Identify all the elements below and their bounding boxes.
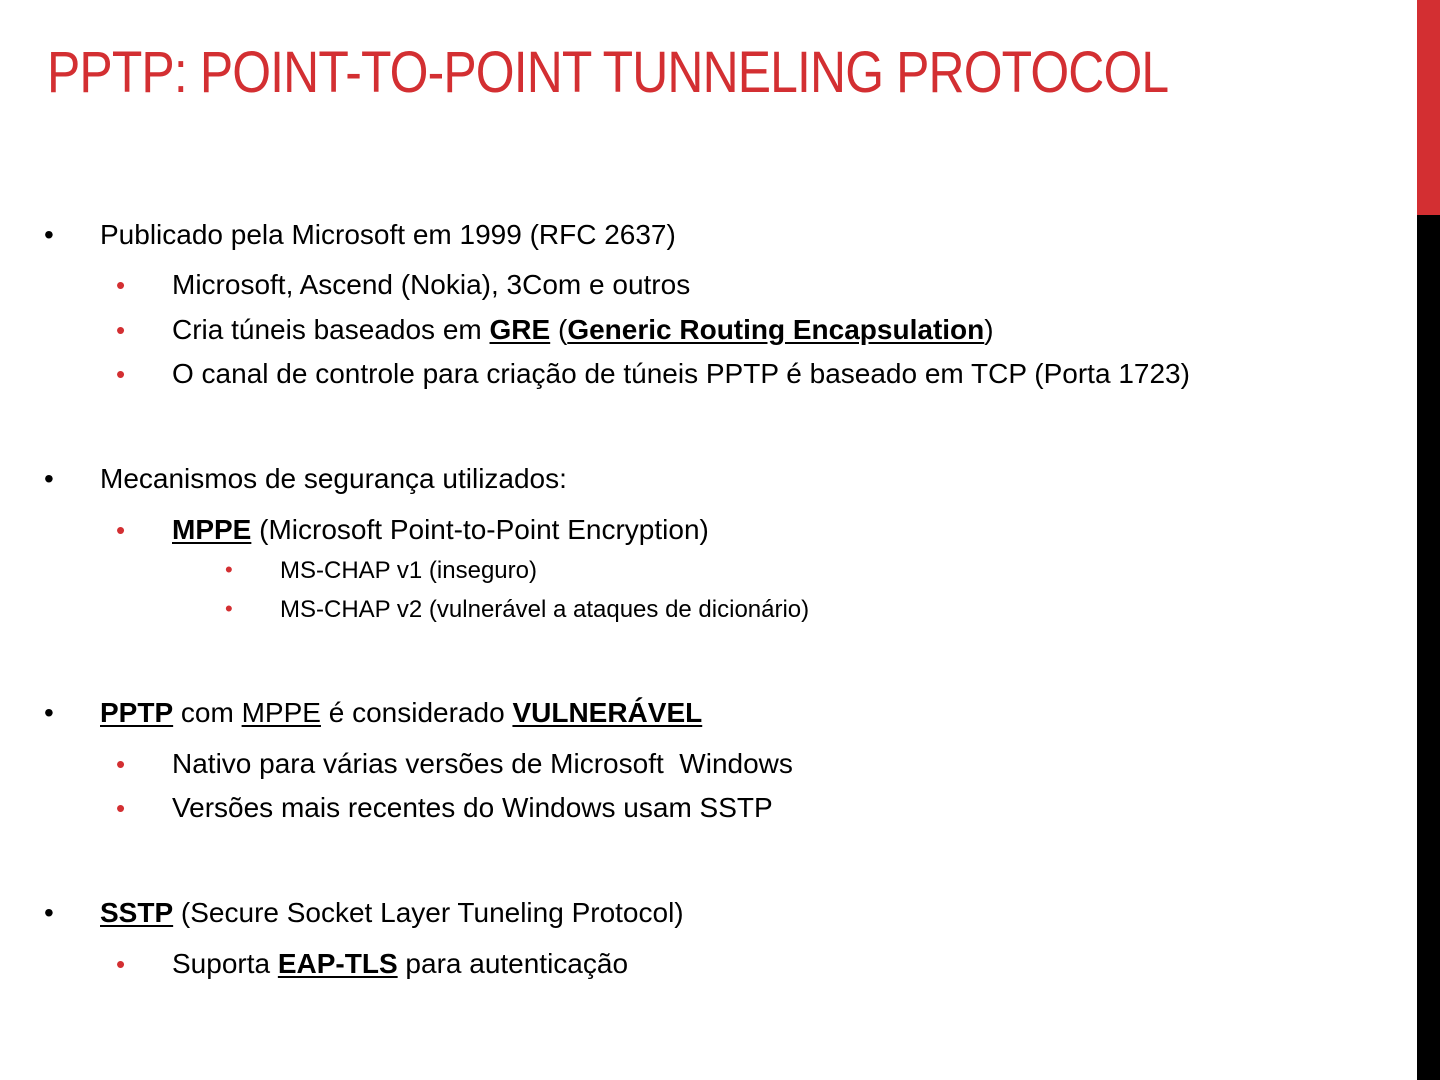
sidebar-accent-bar: [1417, 0, 1440, 215]
bullet-icon: •: [116, 793, 126, 823]
bullet-icon: •: [116, 515, 126, 545]
bullet-item-level2: Cria túneis baseados em GRE (Generic Routing Encapsulation): [172, 314, 994, 345]
bullet-item-level2: Versões mais recentes do Windows usam SSTP: [172, 792, 773, 823]
bullet-item-level1: Publicado pela Microsoft em 1999 (RFC 2637): [100, 219, 676, 250]
bullet-item-level1: SSTP (Secure Socket Layer Tuneling Protocol): [100, 897, 684, 928]
bullet-icon: •: [44, 219, 54, 250]
term-mppe: MPPE: [241, 697, 321, 728]
bullet-item-level2: MPPE (Microsoft Point-to-Point Encryption): [172, 514, 709, 545]
term-eap-tls: EAP-TLS: [277, 948, 398, 979]
bullet-item-level3: MS-CHAP v1 (inseguro): [280, 557, 537, 584]
term-mppe: MPPE: [172, 514, 252, 545]
bullet-icon: •: [116, 359, 126, 389]
bullet-item-level2: Nativo para várias versões de Microsoft Windows: [172, 748, 793, 779]
term-pptp: PPTP: [100, 697, 174, 728]
sidebar-dark-bar: [1417, 215, 1440, 1080]
bullet-item-level2: O canal de controle para criação de túneis PPTP é baseado em TCP (Porta 1723): [172, 358, 1190, 389]
bullet-icon: •: [44, 463, 54, 494]
term-sstp: SSTP: [100, 897, 174, 928]
bullet-icon: •: [116, 270, 126, 300]
bullet-icon: •: [44, 897, 54, 928]
bullet-icon: •: [225, 596, 233, 621]
term-generic-routing-encapsulation: Generic Routing Encapsulation: [567, 314, 985, 345]
term-gre: GRE: [489, 314, 551, 345]
slide-title: PPTP: POINT-TO-POINT TUNNELING PROTOCOL: [47, 40, 1169, 105]
bullet-item-level2: Suporta EAP-TLS para autenticação: [172, 948, 629, 979]
bullet-icon: •: [116, 749, 126, 779]
bullet-icon: •: [225, 557, 233, 582]
term-vulneravel: VULNERÁVEL: [512, 697, 703, 728]
bullet-icon: •: [116, 949, 126, 979]
bullet-icon: •: [116, 315, 126, 345]
bullet-item-level2: Microsoft, Ascend (Nokia), 3Com e outros: [172, 269, 691, 300]
bullet-item-level1: PPTP com MPPE é considerado VULNERÁVEL: [100, 697, 703, 728]
bullet-icon: •: [44, 697, 54, 728]
bullet-item-level1: Mecanismos de segurança utilizados:: [100, 463, 567, 494]
bullet-item-level3: MS-CHAP v2 (vulnerável a ataques de dicionário): [280, 596, 810, 623]
